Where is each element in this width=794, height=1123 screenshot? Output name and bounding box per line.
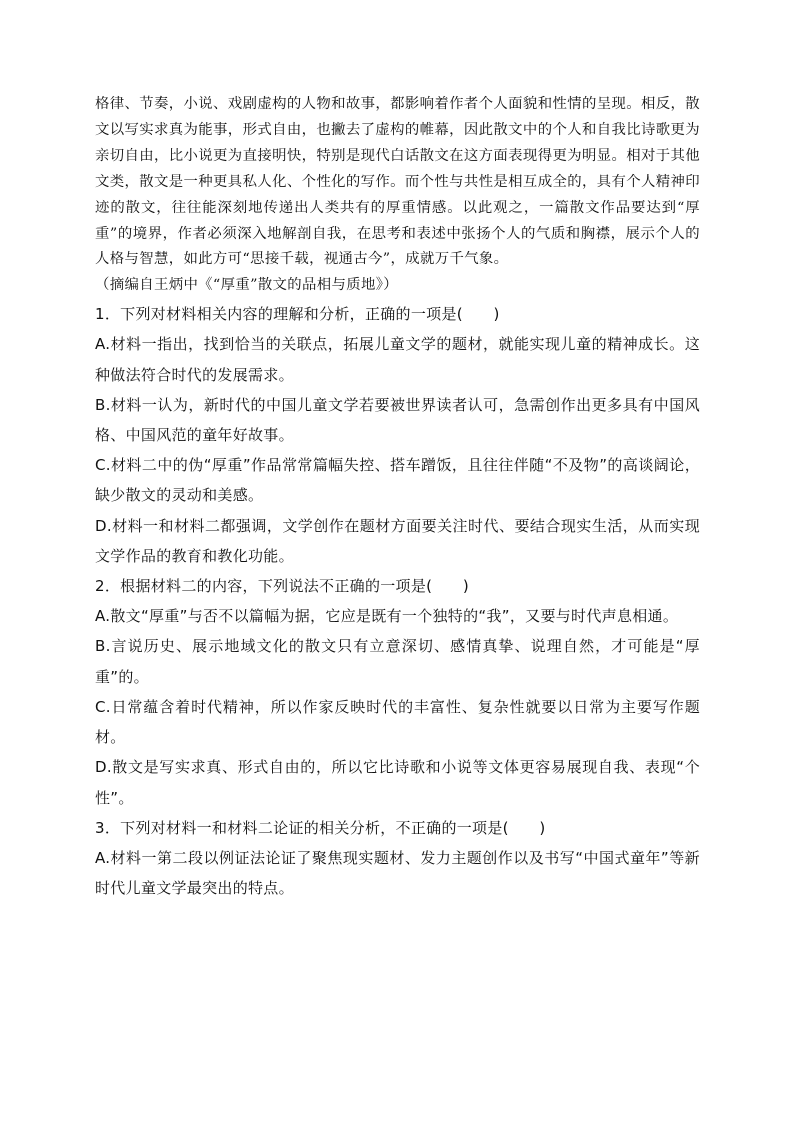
option-a: A.材料一指出，找到恰当的关联点，拓展儿童文学的题材，就能实现儿童的精神成长。这种做法符合时代的发展需求。 [95, 335, 700, 384]
document-page [95, 92, 700, 903]
passage-paragraph: 格律、节奏，小说、戏剧虚构的人物和故事，都影响着作者个人面貌和性情的呈现。相反，散文以写实求真为能事，形式自由，也撇去了虚构的帷幕，因此散文中的个人和自我比诗歌更为亲切自由，比小说更为直接明快，特别是现代白话散文在这方面表现得更为明显。相对于其他文类，散文是一种更具私人化、个性化的写作。而个性与共性是相互成全的，具有个人精神印迹的散文，往往能深刻地传递出人类共有的厚重情感。以此观之，一篇散文作品要达到“厚重”的境界，作者必须深入地解剖自我，在思考和表述中张扬个人的气质和胸襟，展示个人的人格与智慧，如此方可“思接千载，视通古今”，成就万千气象。 [95, 96, 700, 268]
question-stem: 3．下列对材料一和材料二论证的相关分析，不正确的一项是( ) [95, 818, 546, 837]
option-d: D.散文是写实求真、形式自由的，所以它比诗歌和小说等文体更容易展现自我、表现“个性”。 [95, 758, 700, 807]
question-1 [95, 299, 700, 571]
option-a: A.散文“厚重”与否不以篇幅为据，它应是既有一个独特的“我”，又要与时代声息相通。 [95, 607, 679, 626]
question-2 [95, 571, 700, 813]
option-b: B.言说历史、展示地域文化的散文只有立意深切、感情真挚、说理自然，才可能是“厚重”的。 [95, 637, 700, 686]
question-stem: 2．根据材料二的内容，下列说法不正确的一项是( ) [95, 577, 470, 596]
option-a: A.材料一第二段以例证法论证了聚焦现实题材、发力主题创作以及书写“中国式童年”等新时代儿童文学最突出的特点。 [95, 848, 700, 898]
passage-source: （摘编自王炳中《“厚重”散文的品相与质地》） [95, 277, 399, 294]
option-c: C.日常蕴含着时代精神，所以作家反映时代的丰富性、复杂性就要以日常为主要写作题材。 [95, 697, 700, 747]
question-3 [95, 813, 700, 904]
question-stem: 1．下列对材料相关内容的理解和分析，正确的一项是( ) [95, 305, 500, 324]
reading-passage [95, 92, 700, 299]
option-b: B.材料一认为，新时代的中国儿童文学若要被世界读者认可，急需创作出更多具有中国风格、中国风范的童年好故事。 [95, 395, 700, 445]
option-c: C.材料二中的伪“厚重”作品常常篇幅失控、搭车蹭饭，且往往伴随“不及物”的高谈阔论，缺少散文的灵动和美感。 [95, 456, 700, 505]
option-d: D.材料一和材料二都强调，文学创作在题材方面要关注时代、要结合现实生活，从而实现文学作品的教育和教化功能。 [95, 516, 700, 565]
